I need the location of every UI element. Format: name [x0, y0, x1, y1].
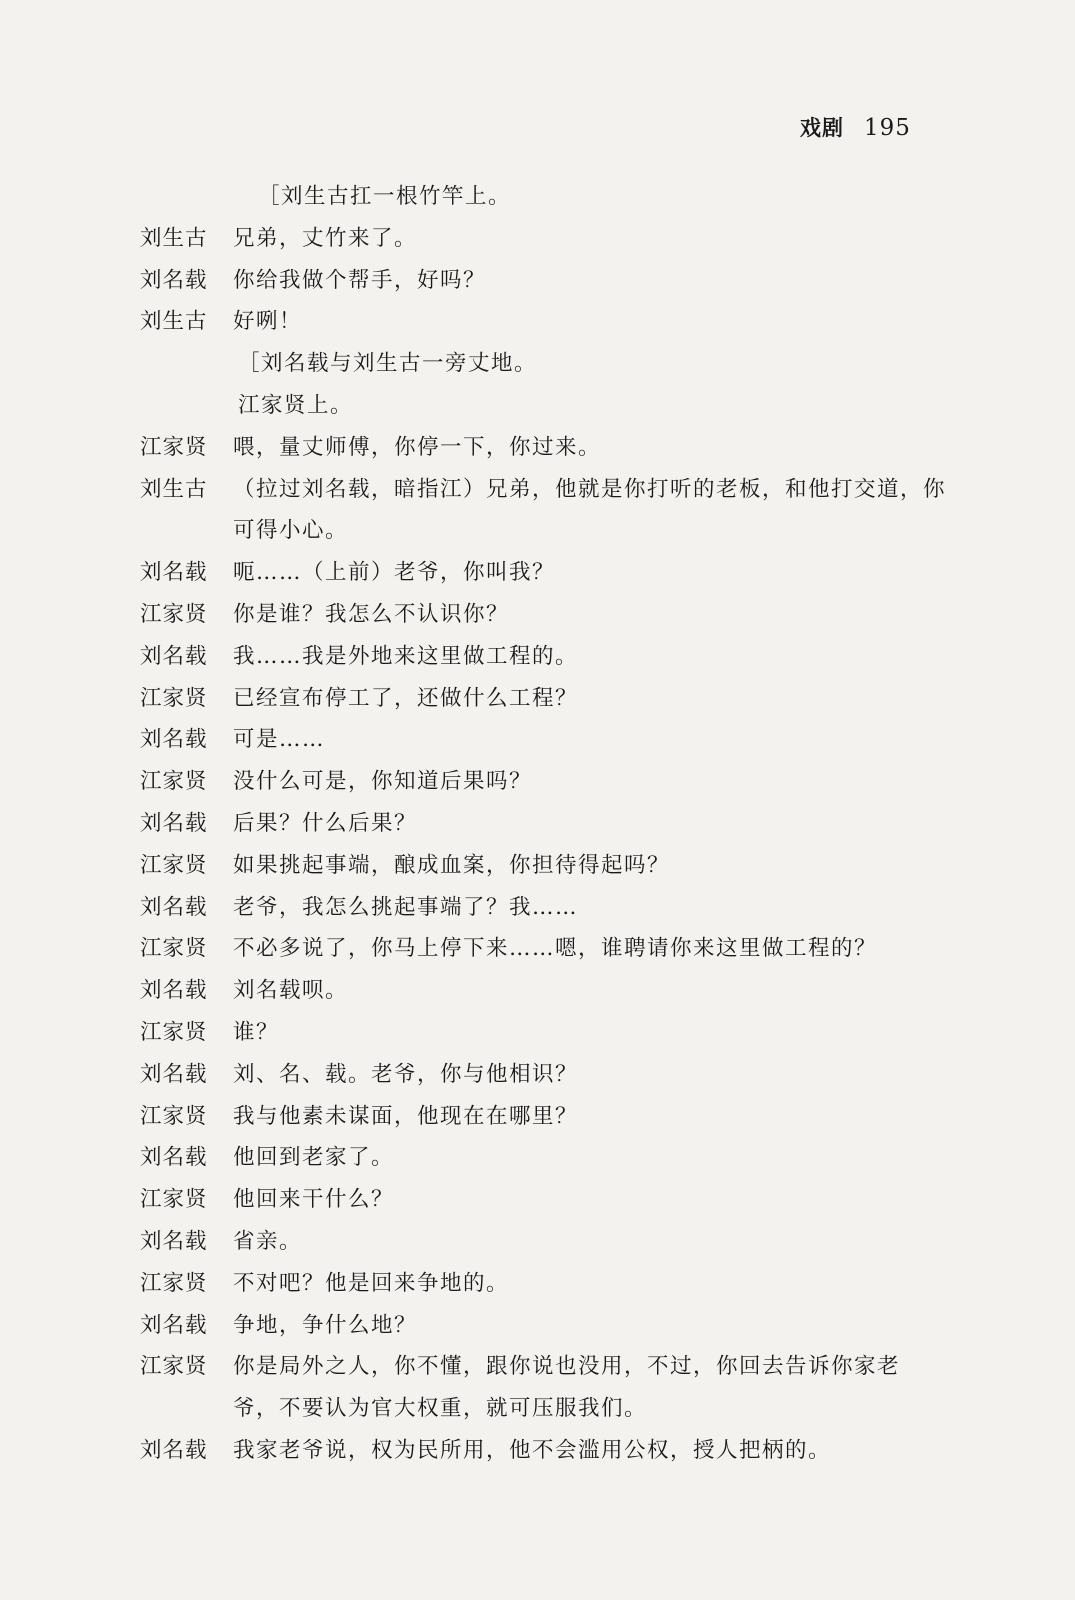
dialogue-line	[0, 887, 1075, 929]
dialogue-line	[0, 636, 1075, 678]
line-text: 你是局外之人，你不懂，跟你说也没用，不过，你回去告诉你家老	[233, 1354, 901, 1380]
line-text: 好咧！	[233, 309, 303, 335]
dialogue-line	[0, 552, 1075, 594]
speaker-name: 江家贤	[140, 1103, 208, 1129]
dialogue-line	[0, 1263, 1075, 1305]
speaker-name: 刘名载	[140, 1312, 208, 1338]
speaker-name: 刘名载	[140, 1228, 208, 1254]
speaker-name: 刘名载	[140, 1061, 208, 1087]
stage-direction	[0, 385, 1075, 427]
speaker-name: 江家贤	[140, 685, 208, 711]
speaker-name: 刘生古	[140, 225, 208, 251]
line-text: 老爷，我怎么挑起事端了？我……	[233, 894, 579, 920]
speaker-name: 江家贤	[140, 1354, 208, 1380]
dialogue-line	[0, 594, 1075, 636]
line-text: 兄弟，丈竹来了。	[233, 225, 418, 251]
dialogue-line	[0, 1430, 1075, 1472]
speaker-name: 江家贤	[140, 936, 208, 962]
line-text: ［刘生古扛一根竹竿上。	[258, 184, 512, 209]
speaker-name: 刘名载	[140, 894, 208, 920]
dialogue-line	[0, 1012, 1075, 1054]
line-text: 已经宣布停工了，还做什么工程？	[233, 685, 579, 711]
dialogue-continuation	[0, 1388, 1075, 1430]
speaker-name: 江家贤	[140, 434, 208, 460]
dialogue-line	[0, 1096, 1075, 1138]
line-text: 我与他素未谋面，他现在在哪里？	[233, 1103, 579, 1129]
speaker-name: 江家贤	[140, 1019, 208, 1045]
dialogue-line	[0, 218, 1075, 260]
line-text: 喂，量丈师傅，你停一下，你过来。	[233, 434, 602, 460]
speaker-name: 刘名载	[140, 810, 208, 836]
page-number: 195	[864, 115, 911, 141]
speaker-name: 刘名载	[140, 978, 208, 1004]
line-text: 爷，不要认为官大权重，就可压服我们。	[233, 1396, 648, 1422]
line-text: （拉过刘名载，暗指江）兄弟，他就是你打听的老板，和他打交道，你	[233, 476, 947, 502]
stage-direction	[0, 343, 1075, 385]
dialogue-line	[0, 719, 1075, 761]
speaker-name: 刘名载	[140, 267, 208, 293]
speaker-name: 刘名载	[140, 1437, 208, 1463]
dialogue-line	[0, 928, 1075, 970]
speaker-name: 刘名载	[140, 643, 208, 669]
speaker-name: 江家贤	[140, 601, 208, 627]
dialogue-line	[0, 1179, 1075, 1221]
dialogue-line	[0, 845, 1075, 887]
speaker-name: 江家贤	[140, 769, 208, 795]
line-text: 我家老爷说，权为民所用，他不会滥用公权，授人把柄的。	[233, 1437, 832, 1463]
dialogue-line	[0, 1054, 1075, 1096]
line-text: 你是谁？我怎么不认识你？	[233, 601, 510, 627]
speaker-name: 刘生古	[140, 309, 208, 335]
dialogue-line	[0, 260, 1075, 302]
dialogue-line	[0, 1221, 1075, 1263]
line-text: 没什么可是，你知道后果吗？	[233, 769, 533, 795]
dialogue-line	[0, 1137, 1075, 1179]
line-text: 后果？什么后果？	[233, 810, 418, 836]
line-text: 如果挑起事端，酿成血案，你担待得起吗？	[233, 852, 671, 878]
line-text: 不必多说了，你马上停下来……嗯，谁聘请你来这里做工程的？	[233, 936, 878, 962]
speaker-name: 江家贤	[140, 1270, 208, 1296]
dialogue-line	[0, 1346, 1075, 1388]
dialogue-line	[0, 970, 1075, 1012]
speaker-name: 刘名载	[140, 560, 208, 586]
line-text: 可得小心。	[233, 518, 349, 544]
page-header	[800, 112, 960, 148]
line-text: ［刘名载与刘生古一旁丈地。	[238, 351, 538, 377]
line-text: 江家贤上。	[238, 392, 354, 418]
speaker-name: 刘名载	[140, 1145, 208, 1171]
script-body	[0, 176, 1075, 1472]
line-text: 争地，争什么地？	[233, 1312, 418, 1338]
dialogue-line	[0, 469, 1075, 511]
dialogue-line	[0, 427, 1075, 469]
speaker-name: 刘生古	[140, 476, 208, 502]
dialogue-line	[0, 301, 1075, 343]
line-text: 我……我是外地来这里做工程的。	[233, 643, 579, 669]
dialogue-line	[0, 678, 1075, 720]
stage-direction	[0, 176, 1075, 218]
dialogue-line	[0, 803, 1075, 845]
section-title: 戏剧	[800, 116, 844, 140]
dialogue-line	[0, 1305, 1075, 1347]
line-text: 你给我做个帮手，好吗？	[233, 267, 487, 293]
line-text: 可是……	[233, 727, 326, 753]
line-text: 刘、名、载。老爷，你与他相识？	[233, 1061, 579, 1087]
line-text: 谁？	[233, 1019, 280, 1045]
line-text: 省亲。	[233, 1228, 303, 1254]
line-text: 他回到老家了。	[233, 1145, 395, 1171]
speaker-name: 刘名载	[140, 727, 208, 753]
line-text: 不对吧？他是回来争地的。	[233, 1270, 510, 1296]
dialogue-line	[0, 761, 1075, 803]
speaker-name: 江家贤	[140, 852, 208, 878]
speaker-name: 江家贤	[140, 1187, 208, 1213]
dialogue-continuation	[0, 510, 1075, 552]
line-text: 呃……（上前）老爷，你叫我？	[233, 560, 556, 586]
line-text: 他回来干什么？	[233, 1187, 395, 1213]
line-text: 刘名载呗。	[233, 978, 349, 1004]
